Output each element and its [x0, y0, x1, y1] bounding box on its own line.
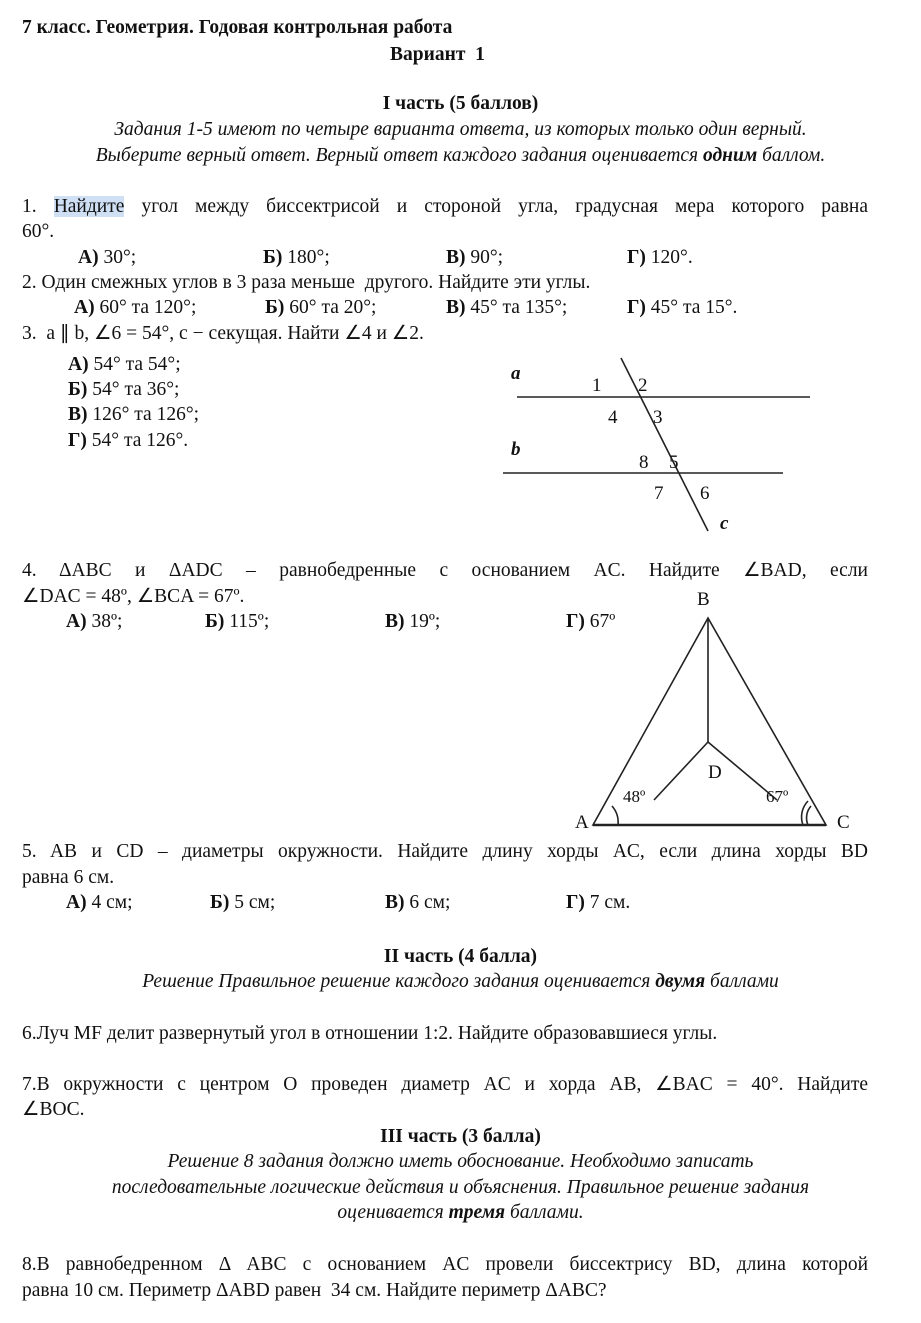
angle-label-4: 4 [608, 407, 618, 428]
option-text: 54° та 54°; [88, 354, 181, 375]
option-letter: В) [446, 297, 466, 318]
angle-label-67: 67º [766, 787, 789, 806]
q-prefix: 1. [22, 196, 54, 217]
option-text: 7 см. [584, 892, 631, 913]
part1-intro-line1: Задания 1-5 имеют по четыре варианта ответа, из которых только один верный. [114, 119, 807, 140]
angle-label-1: 1 [592, 375, 602, 396]
intro-bold: тремя [448, 1202, 506, 1223]
question-3: 3. a ∥ b, ∠6 = 54°, c − секущая. Найти ∠4 и ∠2. [22, 323, 424, 344]
question-2: 2. Один смежных углов в 3 раза меньше другого. Найдите эти углы. [22, 272, 591, 293]
option-text: 6 см; [404, 892, 451, 913]
q4-option-a [66, 611, 122, 633]
intro-text: баллом. [757, 145, 826, 166]
option-letter: Б) [263, 247, 283, 268]
option-text: 19º; [404, 611, 441, 632]
q4-option-d [566, 611, 615, 633]
option-text: 90°; [465, 247, 504, 268]
option-text: 45° та 15°. [645, 297, 738, 318]
part3-intro-line2: последовательные логические действия и объяснения. Правильное решение задания [111, 1177, 810, 1198]
vertex-label-c: C [837, 812, 850, 833]
question-8-line1: 8.В равнобедренном Δ ABC с основанием AC провели биссектрису BD, длина которой [22, 1254, 868, 1275]
document-title: 7 класс. Геометрия. Годовая контрольная работа [22, 17, 453, 38]
option-letter: В) [385, 892, 405, 913]
angle-label-5: 5 [669, 452, 679, 473]
option-text: 115º; [224, 611, 270, 632]
intro-text: Решение Правильное решение каждого задания оценивается [142, 971, 656, 992]
option-text: 54° та 126°. [86, 430, 189, 451]
q5-option-b [210, 892, 275, 914]
option-text: 4 см; [86, 892, 133, 913]
question-8-line2: равна 10 см. Периметр ΔABD равен 34 см. Найдите периметр ΔABC? [22, 1280, 607, 1301]
part3-intro-line1: Решение 8 задания должно иметь обоснование. Необходимо записать [167, 1151, 754, 1172]
option-letter: Б) [265, 297, 285, 318]
parallel-lines-diagram [503, 358, 810, 531]
angle-label-48: 48º [623, 787, 646, 806]
option-letter: В) [385, 611, 405, 632]
option-letter: Г) [68, 430, 87, 451]
question-5-line2: равна 6 см. [22, 867, 115, 888]
question-7-line1: 7.В окружности с центром О проведен диаметр AC и хорда AB, ∠BAC = 40°. Найдите [22, 1074, 868, 1095]
label-line-a: a [511, 363, 521, 384]
option-letter: Г) [566, 611, 585, 632]
q4-option-c [385, 611, 440, 633]
angle-arc-a [612, 806, 618, 825]
option-letter: Г) [566, 892, 585, 913]
option-text: 180°; [282, 247, 330, 268]
option-text: 30°; [98, 247, 137, 268]
angle-label-7: 7 [654, 483, 664, 504]
option-letter: А) [68, 354, 89, 375]
angle-arc-c2 [807, 806, 811, 825]
option-text: 54° та 36°; [87, 379, 180, 400]
q4-option-b [205, 611, 269, 633]
part1-heading: I часть (5 баллов) [382, 93, 539, 114]
option-text: 67º [584, 611, 616, 632]
question-7-line2: ∠BOC. [22, 1099, 85, 1120]
angle-label-3: 3 [653, 407, 663, 428]
part3-heading: III часть (3 балла) [380, 1126, 541, 1147]
line-c [621, 358, 708, 531]
option-letter: Б) [68, 379, 88, 400]
option-letter: А) [66, 892, 87, 913]
option-letter: Б) [205, 611, 225, 632]
option-text: 126° та 126°; [87, 404, 200, 425]
question-6: 6.Луч MF делит развернутый угол в отношении 1:2. Найдите образовавшиеся углы. [22, 1023, 718, 1044]
intro-bold: одним [703, 145, 758, 166]
q5-option-a [66, 892, 133, 914]
option-letter: Б) [210, 892, 230, 913]
option-letter: Г) [627, 297, 646, 318]
vertex-label-a: A [575, 812, 589, 833]
q-text: угол между биссектрисой и стороной угла, градусная мера которого равна [124, 196, 868, 217]
q5-option-c [385, 892, 450, 914]
option-letter: А) [74, 297, 95, 318]
option-text: 120°. [645, 247, 693, 268]
option-letter: В) [68, 404, 88, 425]
part2-heading: II часть (4 балла) [383, 946, 538, 967]
selected-text[interactable]: Найдите [53, 196, 125, 217]
option-text: 60° та 120°; [94, 297, 197, 318]
intro-text: баллами. [505, 1202, 584, 1223]
label-line-c: c [720, 513, 729, 534]
intro-text: Выберите верный ответ. Верный ответ каждого задания оценивается [95, 145, 703, 166]
option-text: 5 см; [229, 892, 276, 913]
question-4-line1: 4. ΔABC и ΔADC – равнобедренные с основанием AC. Найдите ∠BAD, если [22, 560, 868, 581]
option-letter: Г) [627, 247, 646, 268]
option-text: 38º; [86, 611, 123, 632]
question-4-line2: ∠DAC = 48º, ∠BCA = 67º. [22, 586, 245, 607]
option-text: 45° та 135°; [465, 297, 568, 318]
variant-label: Вариант 1 [390, 44, 485, 65]
angle-label-8: 8 [639, 452, 649, 473]
angle-label-2: 2 [638, 375, 648, 396]
option-letter: А) [78, 247, 99, 268]
label-line-b: b [511, 439, 521, 460]
option-letter: А) [66, 611, 87, 632]
q5-option-d [566, 892, 630, 914]
segment-da [654, 742, 708, 800]
option-text: 60° та 20°; [284, 297, 377, 318]
vertex-label-d: D [708, 762, 722, 783]
vertex-label-b: B [697, 589, 710, 610]
option-letter: В) [446, 247, 466, 268]
part3-intro-line3 [0, 1202, 921, 1224]
question-1-line2: 60°. [22, 221, 55, 242]
angle-label-6: 6 [700, 483, 710, 504]
part2-intro [0, 971, 921, 993]
intro-text: оценивается [337, 1202, 449, 1223]
intro-bold: двумя [655, 971, 706, 992]
intro-text: баллами [705, 971, 779, 992]
question-5-line1: 5. AB и CD – диаметры окружности. Найдите длину хорды AC, если длина хорды BD [22, 841, 868, 862]
